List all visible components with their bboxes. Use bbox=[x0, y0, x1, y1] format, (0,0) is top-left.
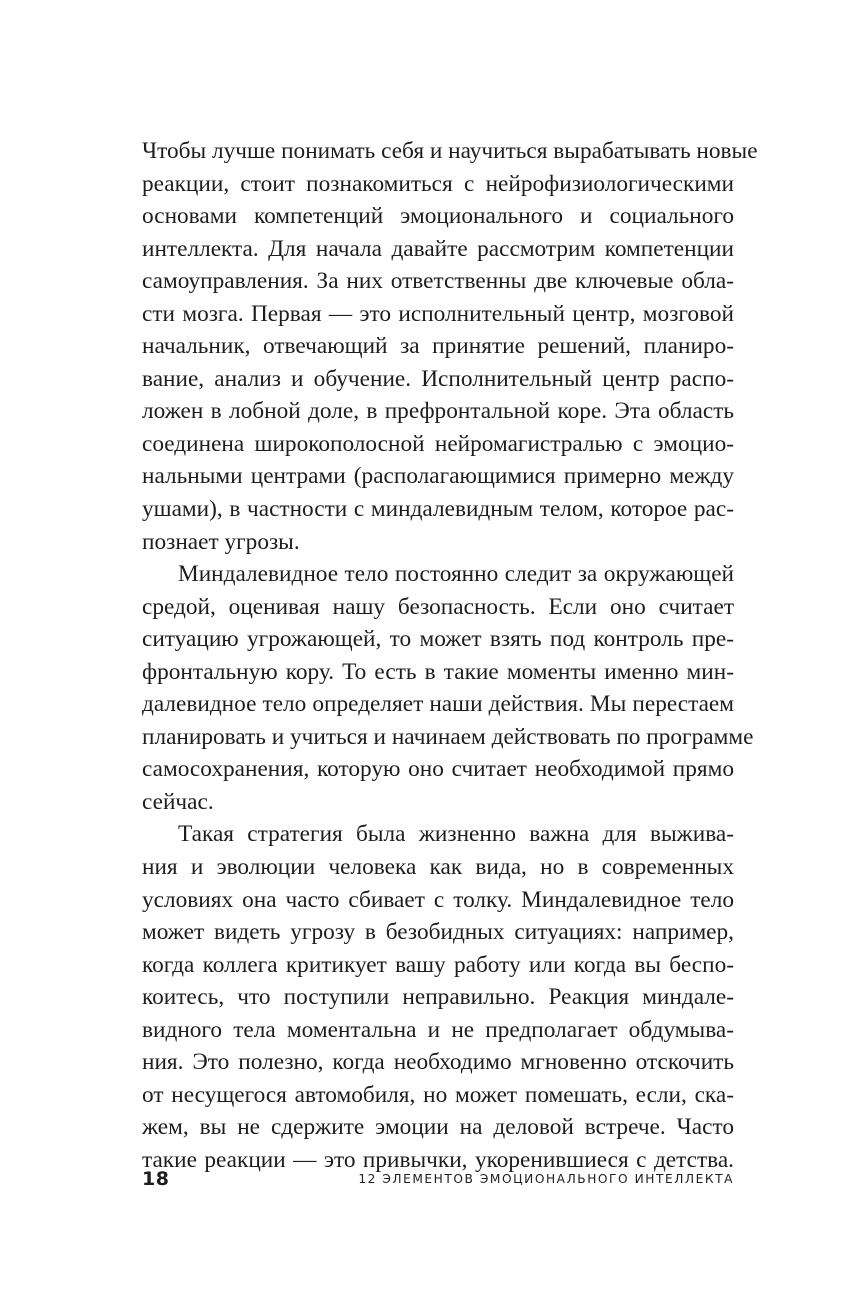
text-line: ния. Это полезно, когда необходимо мгновенно отскочить bbox=[142, 1049, 734, 1076]
paragraph-2 bbox=[142, 558, 754, 818]
text-line: самосохранения, которую оно считает необходимой прямо bbox=[142, 756, 734, 783]
text-line: Такая стратегия была жизненно важна для выжива- bbox=[178, 821, 734, 848]
text-line: Миндалевидное тело постоянно следит за окружающей bbox=[178, 561, 734, 588]
text-line: сейчас. bbox=[142, 788, 214, 815]
text-line: познает угрозы. bbox=[142, 528, 300, 555]
text-line: планировать и учиться и начинаем действовать по программе bbox=[142, 723, 754, 750]
text-line: интеллекта. Для начала давайте рассмотрим компетенции bbox=[142, 235, 734, 262]
text-line: фронтальную кору. То есть в такие моменты именно мин- bbox=[142, 658, 734, 685]
paragraph-1 bbox=[142, 135, 758, 558]
text-line: видного тела моментальна и не предполагает обдумыва- bbox=[142, 1016, 734, 1043]
text-line: когда коллега критикует вашу работу или когда вы беспо- bbox=[142, 951, 734, 978]
text-line: ушами), в частности с миндалевидным телом, которое рас- bbox=[142, 496, 734, 523]
text-line: сти мозга. Первая — это исполнительный центр, мозговой bbox=[142, 300, 734, 327]
text-line: может видеть угрозу в безобидных ситуациях: например, bbox=[142, 919, 734, 946]
page-number: 18 bbox=[142, 1168, 170, 1190]
text-line: далевидное тело определяет наши действия. Мы перестаем bbox=[142, 691, 734, 718]
page-footer bbox=[142, 1168, 734, 1196]
text-line: основами компетенций эмоционального и социального bbox=[142, 203, 734, 230]
running-title: 12 ЭЛЕМЕНТОВ ЭМОЦИОНАЛЬНОГО ИНТЕЛЛЕКТА bbox=[358, 1172, 734, 1186]
text-line: коитесь, что поступили неправильно. Реакция миндале- bbox=[142, 984, 734, 1011]
text-line: ния и эволюции человека как вида, но в современных bbox=[142, 854, 734, 881]
text-line: начальник, отвечающий за принятие решений, планиро- bbox=[142, 333, 734, 360]
text-line: условиях она часто сбивает с толку. Миндалевидное тело bbox=[142, 886, 734, 913]
text-line: вание, анализ и обучение. Исполнительный центр распо- bbox=[142, 365, 734, 392]
main-text bbox=[142, 135, 758, 1177]
text-line: средой, оценивая нашу безопасность. Если оно считает bbox=[142, 593, 734, 620]
text-line: ситуацию угрожающей, то может взять под контроль пре- bbox=[142, 626, 734, 653]
text-line: Чтобы лучше понимать себя и научиться вырабатывать новые bbox=[142, 138, 758, 164]
text-line: реакции, стоит познакомиться с нейрофизиологическими bbox=[142, 170, 734, 197]
text-line: соединена широкополосной нейромагистралью с эмоцио- bbox=[142, 430, 734, 457]
text-line: ложен в лобной доле, в префронтальной коре. Эта область bbox=[142, 398, 734, 425]
paragraph-3 bbox=[142, 818, 734, 1176]
text-line: такие реакции — это привычки, укоренившиеся с детства. bbox=[142, 1146, 734, 1173]
text-line: жем, вы не сдержите эмоции на деловой встрече. Часто bbox=[142, 1114, 734, 1141]
text-line: самоуправления. За них ответственны две ключевые обла- bbox=[142, 268, 734, 295]
text-line: нальными центрами (располагающимися примерно между bbox=[142, 463, 734, 490]
text-line: от несущегося автомобиля, но может помешать, если, ска- bbox=[142, 1081, 734, 1108]
